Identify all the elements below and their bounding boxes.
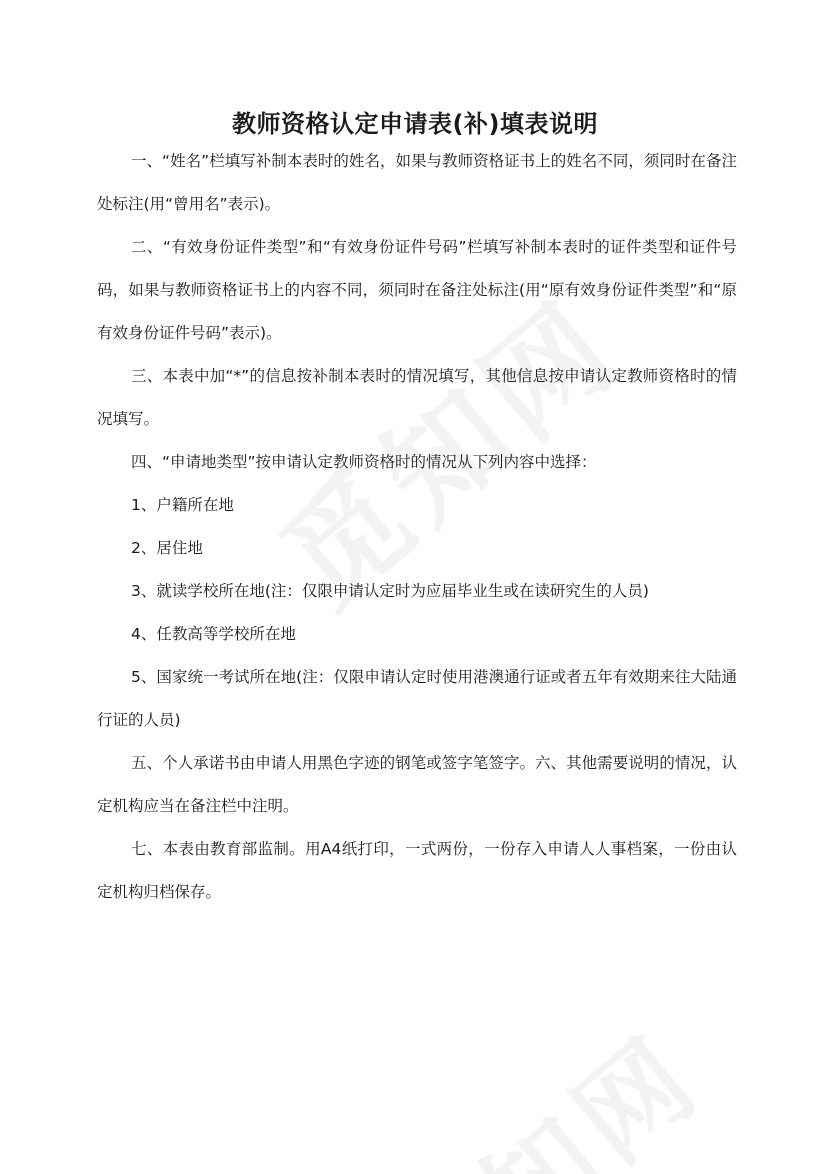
instructions-body xyxy=(97,140,737,914)
list-item-school-location: 3、就读学校所在地(注：仅限申请认定时为应届毕业生或在读研究生的人员) xyxy=(131,582,649,600)
list-item-exam-location: 5、国家统一考试所在地(注：仅限申请认定时使用港澳通行证或者五年有效期来往大陆通行证的人员) xyxy=(97,668,737,729)
list-item-household-registration: 1、户籍所在地 xyxy=(131,496,234,514)
list-item-residence: 2、居住地 xyxy=(131,539,203,557)
paragraph-printing-archive: 七、本表由教育部监制。用A4纸打印，一式两份，一份存入申请人人事档案，一份由认定机构归档保存。 xyxy=(97,840,737,901)
list-item-university-location: 4、任教高等学校所在地 xyxy=(131,625,296,643)
paragraph-id-document: 二、“有效身份证件类型”和“有效身份证件号码”栏填写补制本表时的证件类型和证件号码，如果与教师资格证书上的内容不同，须同时在备注处标注(用“原有效身份证件类型”和“原有效身份证件号码”表示)。 xyxy=(97,238,737,342)
paragraph-personal-commitment: 五、个人承诺书由申请人用黑色字迹的钢笔或签字笔签字。六、其他需要说明的情况，认定机构应当在备注栏中注明。 xyxy=(97,754,737,815)
paragraph-name-field: 一、“姓名”栏填写补制本表时的姓名，如果与教师资格证书上的姓名不同，须同时在备注处标注(用“曾用名”表示)。 xyxy=(97,152,737,213)
paragraph-application-location-type: 四、“申请地类型”按申请认定教师资格时的情况从下列内容中选择： xyxy=(131,453,597,471)
document-title: 教师资格认定申请表(补)填表说明 xyxy=(232,110,598,138)
paragraph-starred-fields: 三、本表中加“*”的信息按补制本表时的情况填写，其他信息按申请认定教师资格时的情况填写。 xyxy=(97,367,737,428)
watermark-bottom xyxy=(351,993,728,1174)
